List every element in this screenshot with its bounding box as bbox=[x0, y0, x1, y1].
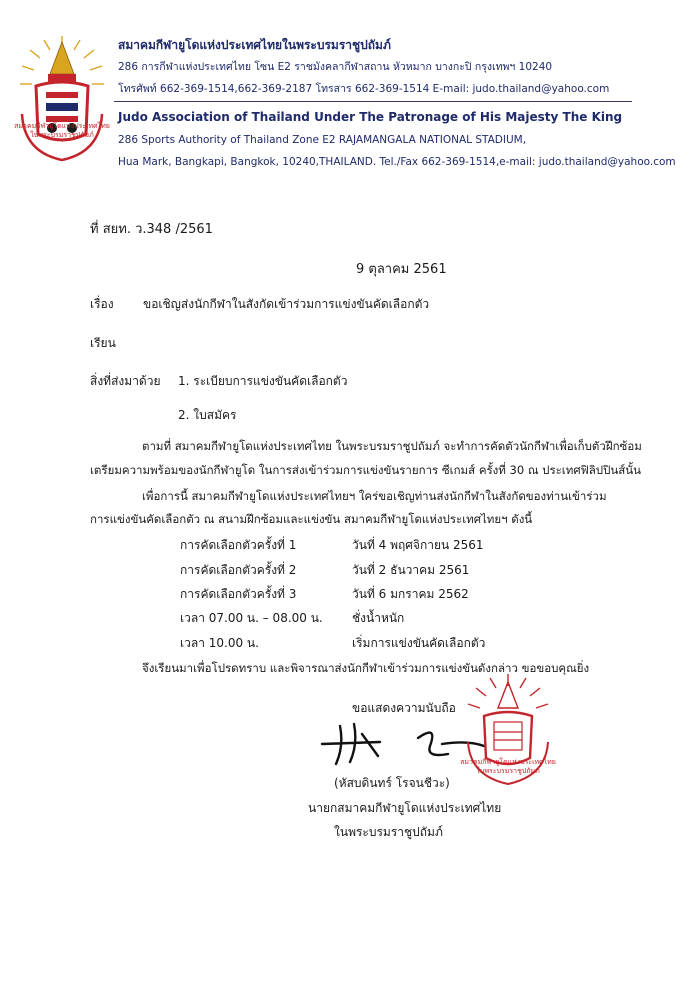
header-thai-contact: โทรศัพท์ 662-369-1514,662-369-2187 โทรสาร 662-369-1514 E-mail: judo.thailand@yahoo.com bbox=[118, 83, 610, 95]
paragraph-2-line-1: เพื่อการนี้ สมาคมกีฬายูโดแห่งประเทศไทยฯ ใคร่ขอเชิญท่านส่งนักกีฬาในสังกัดของท่านเข้าร่วม bbox=[142, 489, 607, 503]
enclosure-label: สิ่งที่ส่งมาด้วย bbox=[90, 374, 161, 388]
schedule-row-2-left: การคัดเลือกตัวครั้งที่ 2 bbox=[180, 563, 297, 577]
header-english-address: 286 Sports Authority of Thailand Zone E2 RAJAMANGALA NATIONAL STADIUM, bbox=[118, 134, 527, 146]
schedule-row-4-left: เวลา 07.00 น. – 08.00 น. bbox=[180, 611, 323, 625]
closing-paragraph: จึงเรียนมาเพื่อโปรดทราบ และพิจารณาส่งนักกีฬาเข้าร่วมการแข่งขันดังกล่าว ขอขอบคุณยิ่ง bbox=[142, 661, 590, 675]
schedule-row-5-right: เริ่มการแข่งขันคัดเลือกตัว bbox=[352, 636, 486, 650]
header-english-title: Judo Association of Thailand Under The Patronage of His Majesty The King bbox=[118, 110, 623, 124]
schedule-row-1-left: การคัดเลือกตัวครั้งที่ 1 bbox=[180, 538, 297, 552]
paragraph-1-line-2: เตรียมความพร้อมของนักกีฬายูโด ในการส่งเข้าร่วมการแข่งขันรายการ ซีเกมส์ ครั้งที่ 30 ณ ประเทศฟิลิปปินส์นั้น bbox=[90, 463, 642, 477]
logo-caption: สมาคมกีฬายูโดแห่งประเทศไทย ในพระบรมราชูปถัมภ์ bbox=[14, 122, 110, 139]
schedule-row-3-left: การคัดเลือกตัวครั้งที่ 3 bbox=[180, 587, 297, 601]
schedule-row-2-right: วันที่ 2 ธันวาคม 2561 bbox=[352, 563, 470, 577]
schedule-row-3-right: วันที่ 6 มกราคม 2562 bbox=[352, 587, 469, 601]
enclosure-item-2: 2. ใบสมัคร bbox=[178, 408, 237, 422]
subject-text: ขอเชิญส่งนักกีฬาในสังกัดเข้าร่วมการแข่งขันคัดเลือกตัว bbox=[143, 297, 430, 311]
signer-name: (หัสบดินทร์ โรจนชีวะ) bbox=[334, 776, 450, 790]
association-logo bbox=[14, 34, 110, 170]
schedule-row-1-right: วันที่ 4 พฤศจิกายน 2561 bbox=[352, 538, 484, 552]
letter-date: 9 ตุลาคม 2561 bbox=[356, 262, 447, 277]
header-thai-title: สมาคมกีฬายูโดแห่งประเทศไทยในพระบรมราชูปถัมภ์ bbox=[118, 38, 391, 52]
to-label: เรียน bbox=[90, 336, 116, 350]
subject-label: เรื่อง bbox=[90, 297, 114, 311]
paragraph-2-line-2: การแข่งขันคัดเลือกตัว ณ สนามฝึกซ้อมและแข่งขัน สมาคมกีฬายูโดแห่งประเทศไทยฯ ดังนี้ bbox=[90, 512, 533, 526]
seal-caption: สมาคมกีฬายูโดแห่งประเทศไทย ในพระบรมราชูปถัมภ์ bbox=[460, 758, 556, 775]
paragraph-1-line-1: ตามที่ สมาคมกีฬายูโดแห่งประเทศไทย ในพระบรมราชูปถัมภ์ จะทำการคัดตัวนักกีฬาเพื่อเก็บตัวฝึกซ้อม bbox=[142, 439, 642, 453]
schedule-row-5-left: เวลา 10.00 น. bbox=[180, 636, 259, 650]
schedule-row-4-right: ชั่งน้ำหนัก bbox=[352, 611, 405, 625]
header-english-contact: Hua Mark, Bangkapi, Bangkok, 10240,THAILAND. Tel./Fax 662-369-1514,e-mail: judo.thailand@yahoo.com bbox=[118, 156, 676, 168]
enclosure-item-1: 1. ระเบียบการแข่งขันคัดเลือกตัว bbox=[178, 374, 348, 388]
signer-title-1: นายกสมาคมกีฬายูโดแห่งประเทศไทย bbox=[308, 801, 502, 815]
header-divider bbox=[114, 101, 632, 102]
reference-number: ที่ สยท. ว.348 /2561 bbox=[90, 222, 213, 237]
header-thai-address: 286 การกีฬาแห่งประเทศไทย โซน E2 ราชมังคลากีฬาสถาน หัวหมาก บางกะปิ กรุงเทพฯ 10240 bbox=[118, 61, 553, 73]
regards-text: ขอแสดงความนับถือ bbox=[352, 701, 456, 715]
signer-title-2: ในพระบรมราชูปถัมภ์ bbox=[334, 825, 443, 839]
